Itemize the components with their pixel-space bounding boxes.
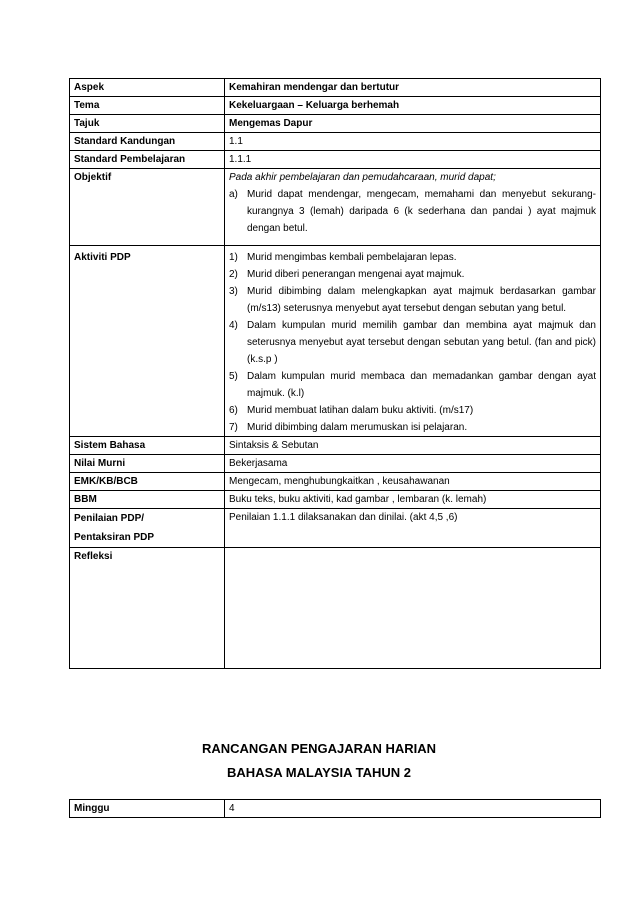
value-objektif (225, 169, 601, 246)
row-aktiviti (70, 246, 601, 437)
row-standard-pembelajaran (70, 151, 601, 169)
label-penilaian-line1: Penilaian PDP/ (74, 513, 145, 524)
heading-line-2: BAHASA MALAYSIA TAHUN 2 (227, 765, 411, 780)
value-aspek: Kemahiran mendengar dan bertutur (225, 79, 601, 97)
label-standard-pembelajaran: Standard Pembelajaran (70, 151, 225, 169)
row-aspek (70, 79, 601, 97)
label-nilai-murni: Nilai Murni (70, 455, 225, 473)
row-nilai-murni (70, 455, 601, 473)
list-text: Dalam kumpulan murid membaca dan memadankan gambar dengan ayat majmuk. (k.l) (247, 371, 596, 399)
list-item (229, 368, 596, 402)
value-aktiviti (225, 246, 601, 437)
value-bbm: Buku teks, buku aktiviti, kad gambar , lembaran (k. lemah) (225, 491, 601, 509)
objektif-list (229, 186, 596, 237)
list-marker: 4) (229, 320, 238, 331)
aktiviti-list (229, 249, 596, 436)
value-minggu: 4 (225, 800, 601, 818)
label-tema: Tema (70, 97, 225, 115)
value-tema: Kekeluargaan – Keluarga berhemah (225, 97, 601, 115)
list-text: Dalam kumpulan murid memilih gambar dan membina ayat majmuk dan seterusnya menyebut ayat tersebut dengan sebutan yang betul. (fan and pick) (k.s.p ) (247, 320, 596, 365)
list-marker: a) (229, 189, 238, 200)
lesson-plan-table (69, 78, 601, 669)
list-item (229, 283, 596, 317)
list-text: Murid diberi penerangan mengenai ayat majmuk. (247, 269, 465, 280)
list-marker: 7) (229, 422, 238, 433)
list-marker: 5) (229, 371, 238, 382)
value-refleksi (225, 548, 601, 669)
row-objektif (70, 169, 601, 246)
label-standard-kandungan: Standard Kandungan (70, 133, 225, 151)
list-text: Murid membuat latihan dalam buku aktiviti. (m/s17) (247, 405, 474, 416)
row-tajuk (70, 115, 601, 133)
value-emk: Mengecam, menghubungkaitkan , keusahawanan (225, 473, 601, 491)
list-item (229, 419, 596, 436)
list-item (229, 402, 596, 419)
row-minggu (70, 800, 601, 818)
label-penilaian-line2: Pentaksiran PDP (74, 532, 155, 543)
value-nilai-murni: Bekerjasama (225, 455, 601, 473)
week-table (69, 799, 601, 818)
value-penilaian: Penilaian 1.1.1 dilaksanakan dan dinilai. (akt 4,5 ,6) (225, 509, 601, 548)
heading-line-1: RANCANGAN PENGAJARAN HARIAN (201, 741, 436, 756)
list-marker: 3) (229, 286, 238, 297)
list-item (229, 186, 596, 237)
row-bbm (70, 491, 601, 509)
list-marker: 6) (229, 405, 238, 416)
value-tajuk: Mengemas Dapur (225, 115, 601, 133)
list-item (229, 249, 596, 266)
row-standard-kandungan (70, 133, 601, 151)
row-sistem-bahasa (70, 437, 601, 455)
label-aspek: Aspek (70, 79, 225, 97)
list-text: Murid dapat mendengar, mengecam, memahami dan menyebut sekurang-kurangnya 3 (lemah) daripada 6 (k sederhana dan pandai ) ayat majmuk dengan betul. (247, 189, 596, 234)
label-sistem-bahasa: Sistem Bahasa (70, 437, 225, 455)
value-standard-kandungan: 1.1 (225, 133, 601, 151)
value-sistem-bahasa: Sintaksis & Sebutan (225, 437, 601, 455)
row-refleksi (70, 548, 601, 669)
list-text: Murid mengimbas kembali pembelajaran lepas. (247, 252, 457, 263)
row-tema (70, 97, 601, 115)
label-aktiviti: Aktiviti PDP (70, 246, 225, 437)
list-item (229, 317, 596, 368)
objektif-intro: Pada akhir pembelajaran dan pemudahcaraan, murid dapat; (229, 172, 496, 183)
row-penilaian (70, 509, 601, 548)
list-text: Murid dibimbing dalam merumuskan isi pelajaran. (247, 422, 468, 433)
value-standard-pembelajaran: 1.1.1 (225, 151, 601, 169)
label-penilaian (70, 509, 225, 548)
label-bbm: BBM (70, 491, 225, 509)
list-text: Murid dibimbing dalam melengkapkan ayat majmuk berdasarkan gambar (m/s13) seterusnya menyebut ayat tersebut dengan sebutan yang betul. (247, 286, 596, 314)
label-emk: EMK/KB/BCB (70, 473, 225, 491)
label-refleksi: Refleksi (70, 548, 225, 669)
document-heading (0, 737, 638, 785)
label-objektif: Objektif (70, 169, 225, 246)
label-tajuk: Tajuk (70, 115, 225, 133)
list-marker: 2) (229, 269, 238, 280)
row-emk (70, 473, 601, 491)
label-minggu: Minggu (70, 800, 225, 818)
list-marker: 1) (229, 252, 238, 263)
list-item (229, 266, 596, 283)
